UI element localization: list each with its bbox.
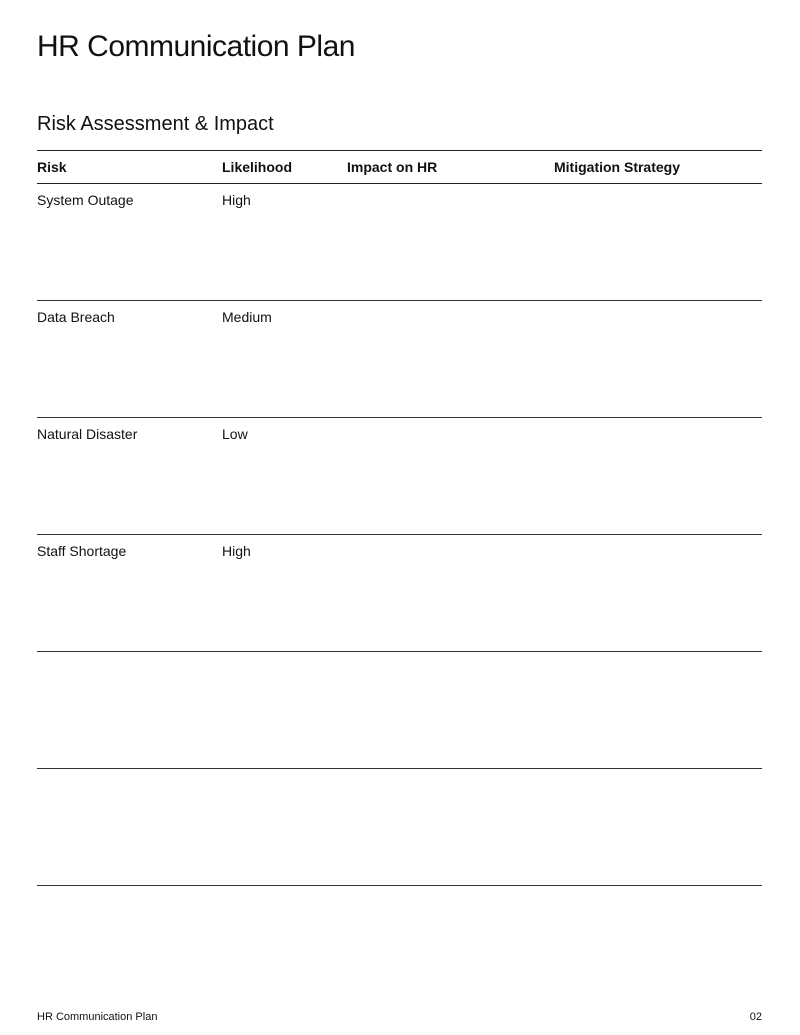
page-number: 02 <box>749 1011 762 1023</box>
table-cell: System Outage <box>37 184 222 301</box>
table-cell: Staff Shortage <box>37 535 222 652</box>
header-likelihood: Likelihood <box>222 151 347 184</box>
table-row <box>37 301 762 418</box>
table-cell <box>554 535 762 652</box>
table-cell: Natural Disaster <box>37 418 222 535</box>
section-title: Risk Assessment & Impact <box>37 113 274 135</box>
table-cell <box>347 301 554 418</box>
table-cell: Data Breach <box>37 301 222 418</box>
page-title: HR Communication Plan <box>37 30 355 63</box>
header-mitigation: Mitigation Strategy <box>554 151 762 184</box>
table-row <box>37 652 762 769</box>
table-cell <box>554 418 762 535</box>
table-cell <box>37 769 222 886</box>
table-row <box>37 418 762 535</box>
table-cell <box>37 652 222 769</box>
table-cell <box>222 769 347 886</box>
table-cell <box>554 301 762 418</box>
risk-table <box>37 150 762 886</box>
table-cell <box>554 184 762 301</box>
table-cell <box>347 418 554 535</box>
table-cell: High <box>222 535 347 652</box>
table-row <box>37 769 762 886</box>
table-cell: Medium <box>222 301 347 418</box>
footer-title: HR Communication Plan <box>37 1011 158 1023</box>
table-row <box>37 535 762 652</box>
table-cell <box>347 769 554 886</box>
table-cell <box>222 652 347 769</box>
table-cell <box>554 652 762 769</box>
table-cell: High <box>222 184 347 301</box>
table-cell <box>347 184 554 301</box>
table-row <box>37 184 762 301</box>
table-cell <box>554 769 762 886</box>
table-cell <box>347 652 554 769</box>
table-cell: Low <box>222 418 347 535</box>
table-cell <box>347 535 554 652</box>
header-impact: Impact on HR <box>347 151 554 184</box>
header-risk: Risk <box>37 151 222 184</box>
